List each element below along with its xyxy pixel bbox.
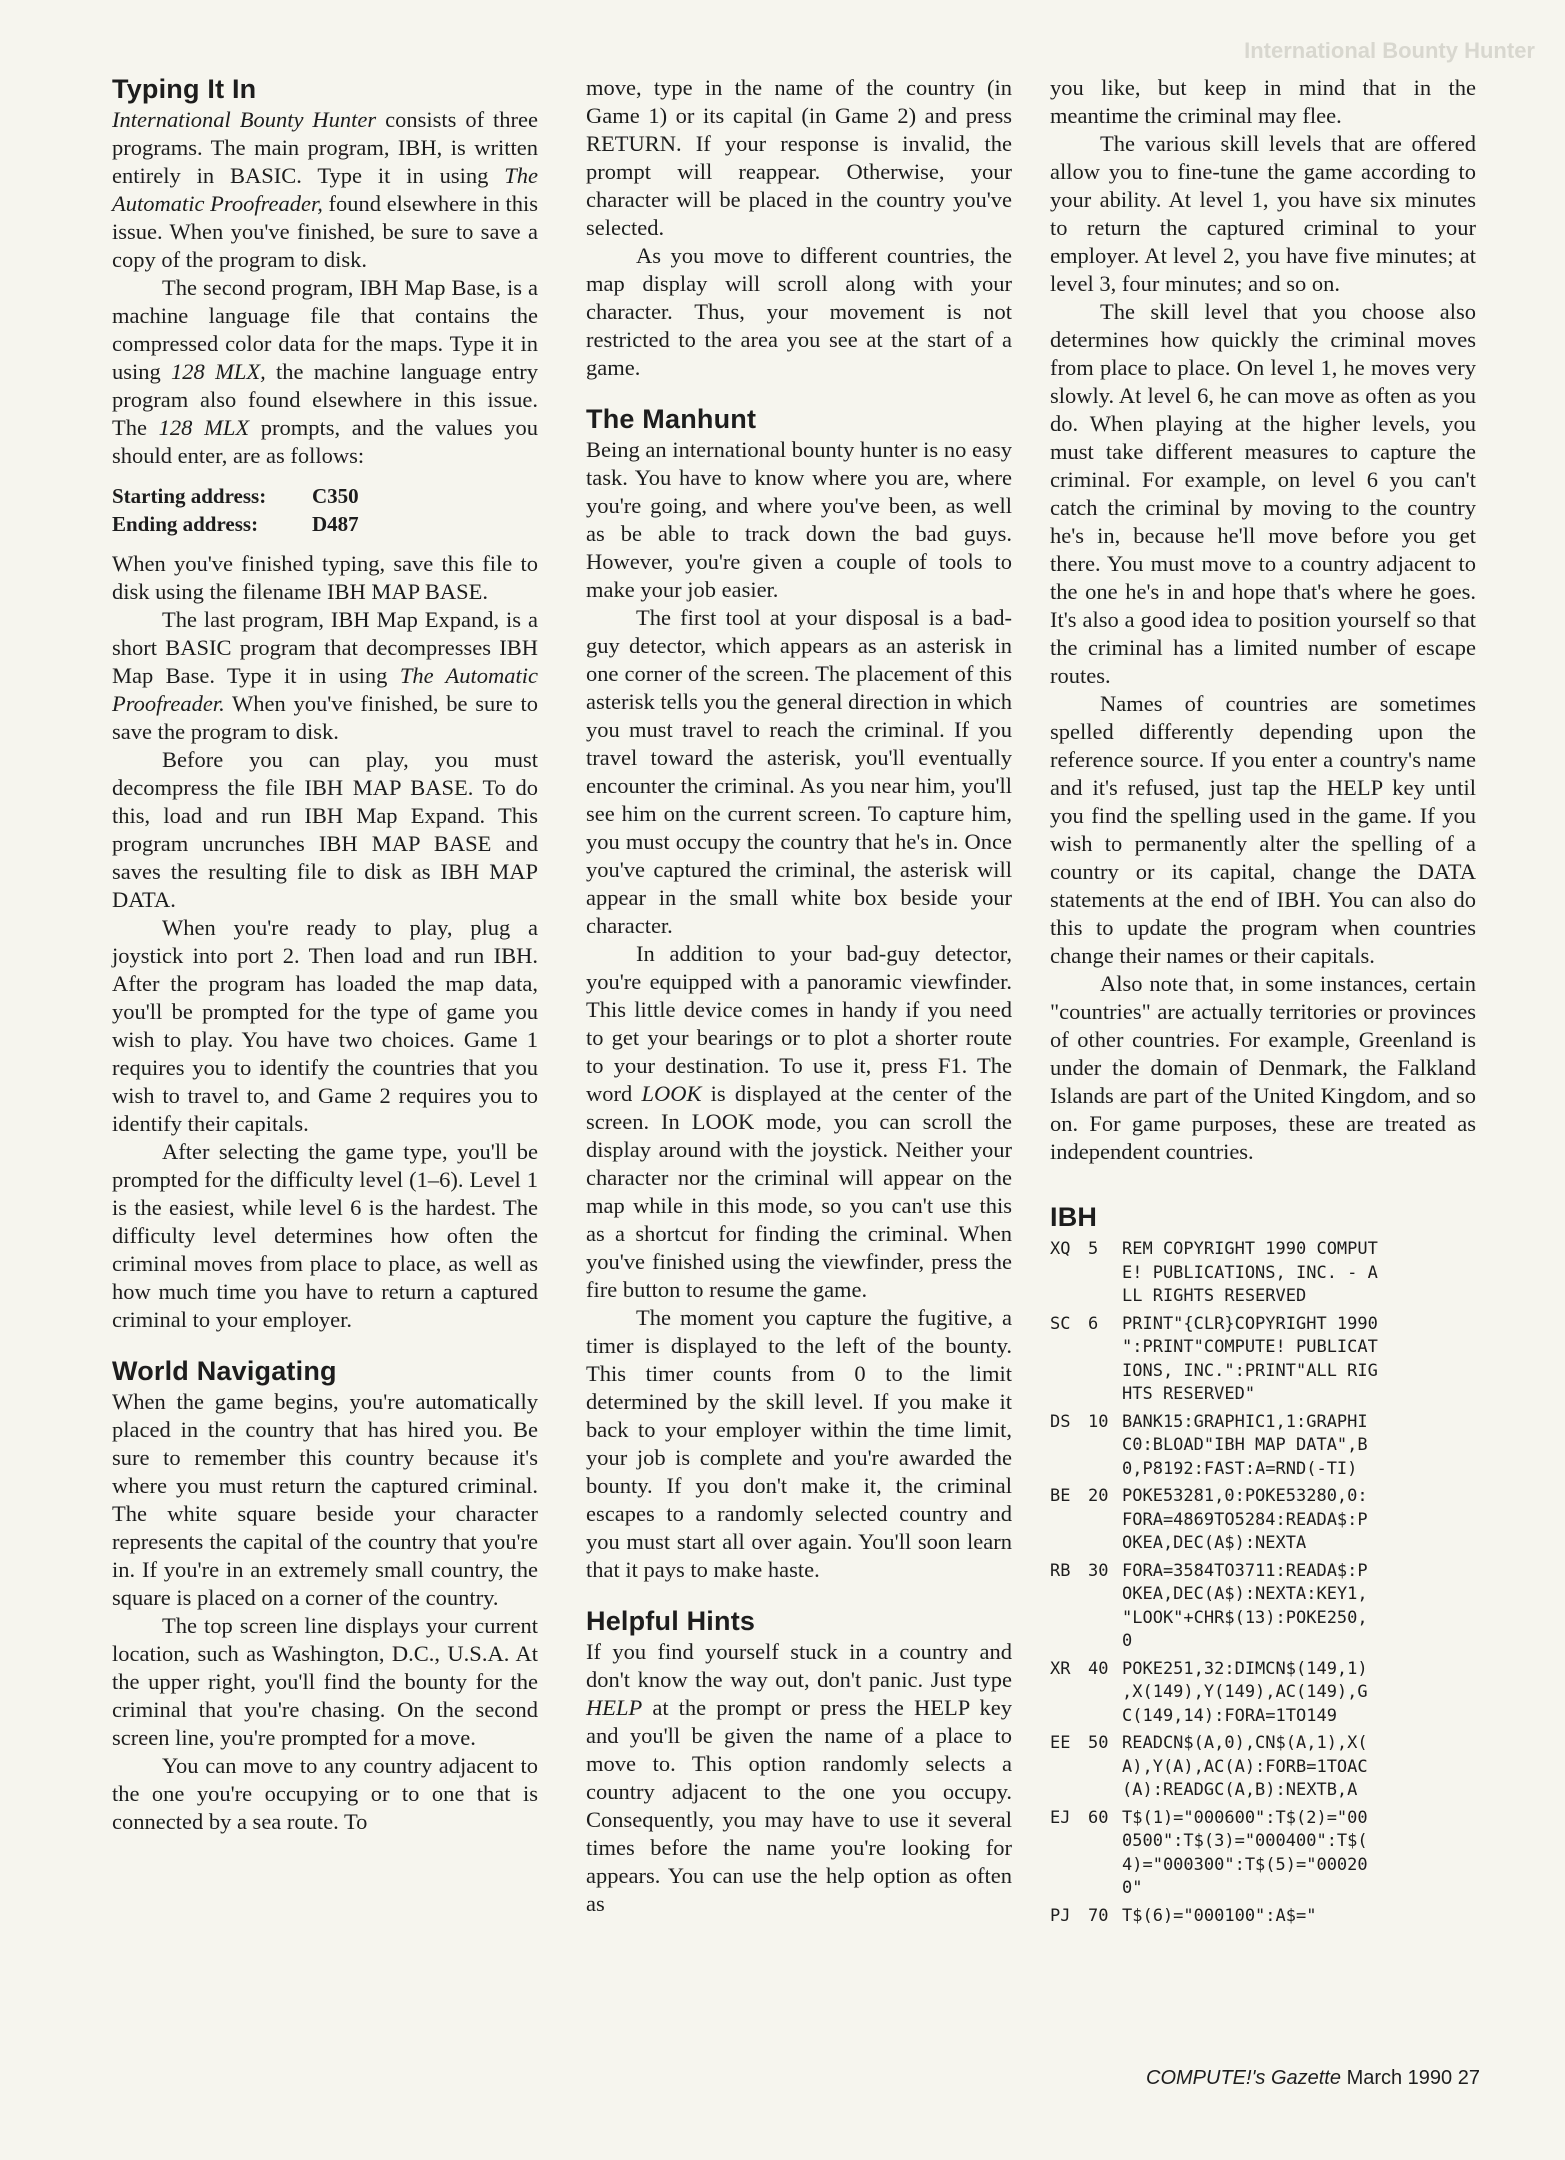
paragraph: The last program, IBH Map Expand, is a short BASIC program that decompresses IBH Map Base. Type it in using The Automatic Proofreader. When you've finished, be sure to save the program to disk.: [112, 607, 539, 744]
column-3: [1050, 74, 1476, 1932]
code-line: EE 50 READCN$(A,0),CN$(A,1),X( A),Y(A),AC(A):FORB=1TOAC (A):READGC(A,B):NEXTB,A: [1050, 1733, 1368, 1800]
paragraph: move, type in the name of the country (in Game 1) or its capital (in Game 2) and press RETURN. If your response is invalid, the prompt will reappear. Otherwise, your character will be placed in the country you've selected.: [586, 75, 1012, 240]
heading-helpful-hints: Helpful Hints: [586, 1606, 756, 1636]
page-footer: [1146, 2067, 1480, 2090]
code-line: DS 10 BANK15:GRAPHIC1,1:GRAPHI C0:BLOAD"IBH MAP DATA",B 0,P8192:FAST:A=RND(-TI): [1050, 1411, 1368, 1479]
code-line: EJ 60 T$(1)="000600":T$(2)="00 0500":T$(3)="000400":T$( 4)="000300":T$(5)="00020 0": [1050, 1807, 1368, 1898]
code-line: SC 6 PRINT"{CLR}COPYRIGHT 1990 ":PRINT"COMPUTE! PUBLICAT IONS, INC.":PRINT"ALL RIG HTS RESERVED": [1050, 1313, 1378, 1404]
paragraph: The various skill levels that are offered allow you to fine-tune the game according to your ability. At level 1, you have six minutes to return the captured criminal to your employer. At level 2, you have five minutes; at level 3, four minutes; and so on.: [1050, 131, 1476, 296]
code-line: BE 20 POKE53281,0:POKE53280,0: FORA=4869TO5284:READA$:P OKEA,DEC(A$):NEXTA: [1050, 1486, 1368, 1553]
paragraph: International Bounty Hunter consists of three programs. The main program, IBH, is written entirely in BASIC. Type it in using The Automatic Proofreader, found elsewhere in this issue. When you've finished, be sure to save a copy of the program to disk.: [112, 107, 538, 272]
code-line: XQ 5 REM COPYRIGHT 1990 COMPUT E! PUBLICATIONS, INC. - A LL RIGHTS RESERVED: [1050, 1239, 1378, 1306]
magazine-name: COMPUTE!'s Gazette: [1146, 2067, 1341, 2089]
paragraph: When you've finished typing, save this file to disk using the filename IBH MAP BASE.: [112, 551, 538, 604]
paragraph: you like, but keep in mind that in the meantime the criminal may flee.: [1050, 75, 1476, 128]
column-1: [112, 74, 538, 1836]
paragraph: After selecting the game type, you'll be prompted for the difficulty level (1–6). Level 1 is the easiest, while level 6 is the hardest. The difficulty level determines how often the criminal moves from place to place, as well as how much time you have to return a captured criminal to your employer.: [112, 1139, 538, 1332]
paragraph: The top screen line displays your current location, such as Washington, D.C., U.S.A. At the upper right, you'll find the bounty for the criminal that you're chasing. On the second screen line, you're prompted for a move.: [112, 1613, 538, 1750]
paragraph: When you're ready to play, plug a joystick into port 2. Then load and run IBH. After the program has loaded the map data, you'll be prompted for the type of game you wish to play. You have two choices. Game 1 requires you to identify the countries that you wish to travel to, and Game 2 requires you to identify their capitals.: [112, 915, 538, 1136]
heading-ibh-listing: IBH: [1050, 1202, 1098, 1232]
paragraph: Names of countries are sometimes spelled differently depending upon the reference source. If you enter a country's name and it's refused, just tap the HELP key until you find the spelling used in the game. If you wish to permanently alter the spelling of a country or its capital, change the DATA statements at the end of IBH. You can also do this to update the program when countries change their names or their capitals.: [1050, 691, 1476, 968]
heading-typing-it-in: Typing It In: [112, 74, 257, 104]
code-line: RB 30 FORA=3584TO3711:READA$:P OKEA,DEC(A$):NEXTA:KEY1, "LOOK"+CHR$(13):POKE250, 0: [1050, 1560, 1368, 1651]
page-number: 27: [1457, 2067, 1480, 2089]
paragraph: The skill level that you choose also determines how quickly the criminal moves from place to place. On level 1, he moves very slowly. At level 6, he can move as often as you do. When playing at the higher levels, you must take different measures to capture the criminal. For example, on level 6 you can't catch the criminal by moving to the country he's in, because he'll move before you get there. You must move to a country adjacent to the one he's in and hope that's where he goes. It's also a good idea to position yourself so that the criminal has a limited number of escape routes.: [1050, 299, 1476, 688]
paragraph: Also note that, in some instances, certain "countries" are actually territories or provinces of other countries. For example, Greenland is under the domain of Denmark, the Falkland Islands are part of the United Kingdom, and so on. For game purposes, these are treated as independent countries.: [1050, 971, 1476, 1164]
heading-the-manhunt: The Manhunt: [586, 404, 757, 434]
paragraph: When the game begins, you're automatically placed in the country that has hired you. Be sure to remember this country because it's where you must return the captured criminal. The white square beside your character represents the capital of the country that you're in. If you're in an extremely small country, the square is placed on a corner of the country.: [112, 1389, 538, 1610]
code-line: XR 40 POKE251,32:DIMCN$(149,1) ,X(149),Y(149),AC(149),G C(149,14):FORA=1TO149: [1050, 1658, 1368, 1726]
heading-world-navigating: World Navigating: [112, 1356, 337, 1386]
paragraph: Being an international bounty hunter is no easy task. You have to know where you are, where you're going, and where you've been, as well as be able to track down the bad guys. However, you're given a couple of tools to make your job easier.: [586, 437, 1012, 602]
program-listing: [1050, 1238, 1476, 1928]
paragraph: Before you can play, you must decompress the file IBH MAP BASE. To do this, load and run IBH Map Expand. This program uncrunches IBH MAP BASE and saves the resulting file to disk as IBH MAP DATA.: [112, 747, 538, 912]
paragraph: The first tool at your disposal is a bad-guy detector, which appears as an asterisk in one corner of the screen. The placement of this asterisk tells you the general direction in which you must travel to reach the criminal. If you travel toward the asterisk, you'll eventually encounter the criminal. As you near him, you'll see him on the current screen. To capture him, you must occupy the country that he's in. Once you've captured the criminal, the asterisk will appear in the small white box beside your character.: [586, 605, 1012, 938]
address-table: Starting address: C350 Ending address: D487: [112, 484, 359, 536]
paragraph: The second program, IBH Map Base, is a machine language file that contains the compressed color data for the maps. Type it in using 128 MLX, the machine language entry program also found elsewhere in this issue. The 128 MLX prompts, and the values you should enter, are as follows:: [112, 275, 538, 468]
paragraph: The moment you capture the fugitive, a timer is displayed to the left of the bounty. This timer counts from 0 to the limit determined by the skill level. If you make it back to your employer within the time limit, your job is complete and you're awarded the bounty. If you don't make it, the criminal escapes to a randomly selected country and you must start all over again. You'll soon learn that it pays to make haste.: [586, 1305, 1012, 1582]
paragraph: If you find yourself stuck in a country and don't know the way out, don't panic. Just type HELP at the prompt or press the HELP key and you'll be given the name of a place to move to. This option randomly selects a country adjacent to the one you occupy. Consequently, you may have to use it several times before the name you're looking for appears. You can use the help option as often as: [586, 1639, 1012, 1916]
running-head-bleed: International Bounty Hunter: [1244, 38, 1535, 63]
issue-date: March 1990: [1346, 2067, 1453, 2089]
paragraph: As you move to different countries, the map display will scroll along with your character. Thus, your movement is not restricted to the area you see at the start of a game.: [586, 243, 1012, 380]
column-2: [586, 74, 1012, 1918]
code-line: PJ 70 T$(6)="000100":A$=": [1050, 1905, 1317, 1926]
paragraph: You can move to any country adjacent to the one you're occupying or to one that is connected by a sea route. To: [112, 1753, 538, 1834]
paragraph: In addition to your bad-guy detector, you're equipped with a panoramic viewfinder. This little device comes in handy if you need to get your bearings or to plot a shorter route to your destination. To use it, press F1. The word LOOK is displayed at the center of the screen. In LOOK mode, you can scroll the display around with the joystick. Neither your character nor the criminal will appear on the map while in this mode, so you can't use this as a shortcut for finding the criminal. When you've finished using the viewfinder, press the fire button to resume the game.: [586, 941, 1012, 1302]
